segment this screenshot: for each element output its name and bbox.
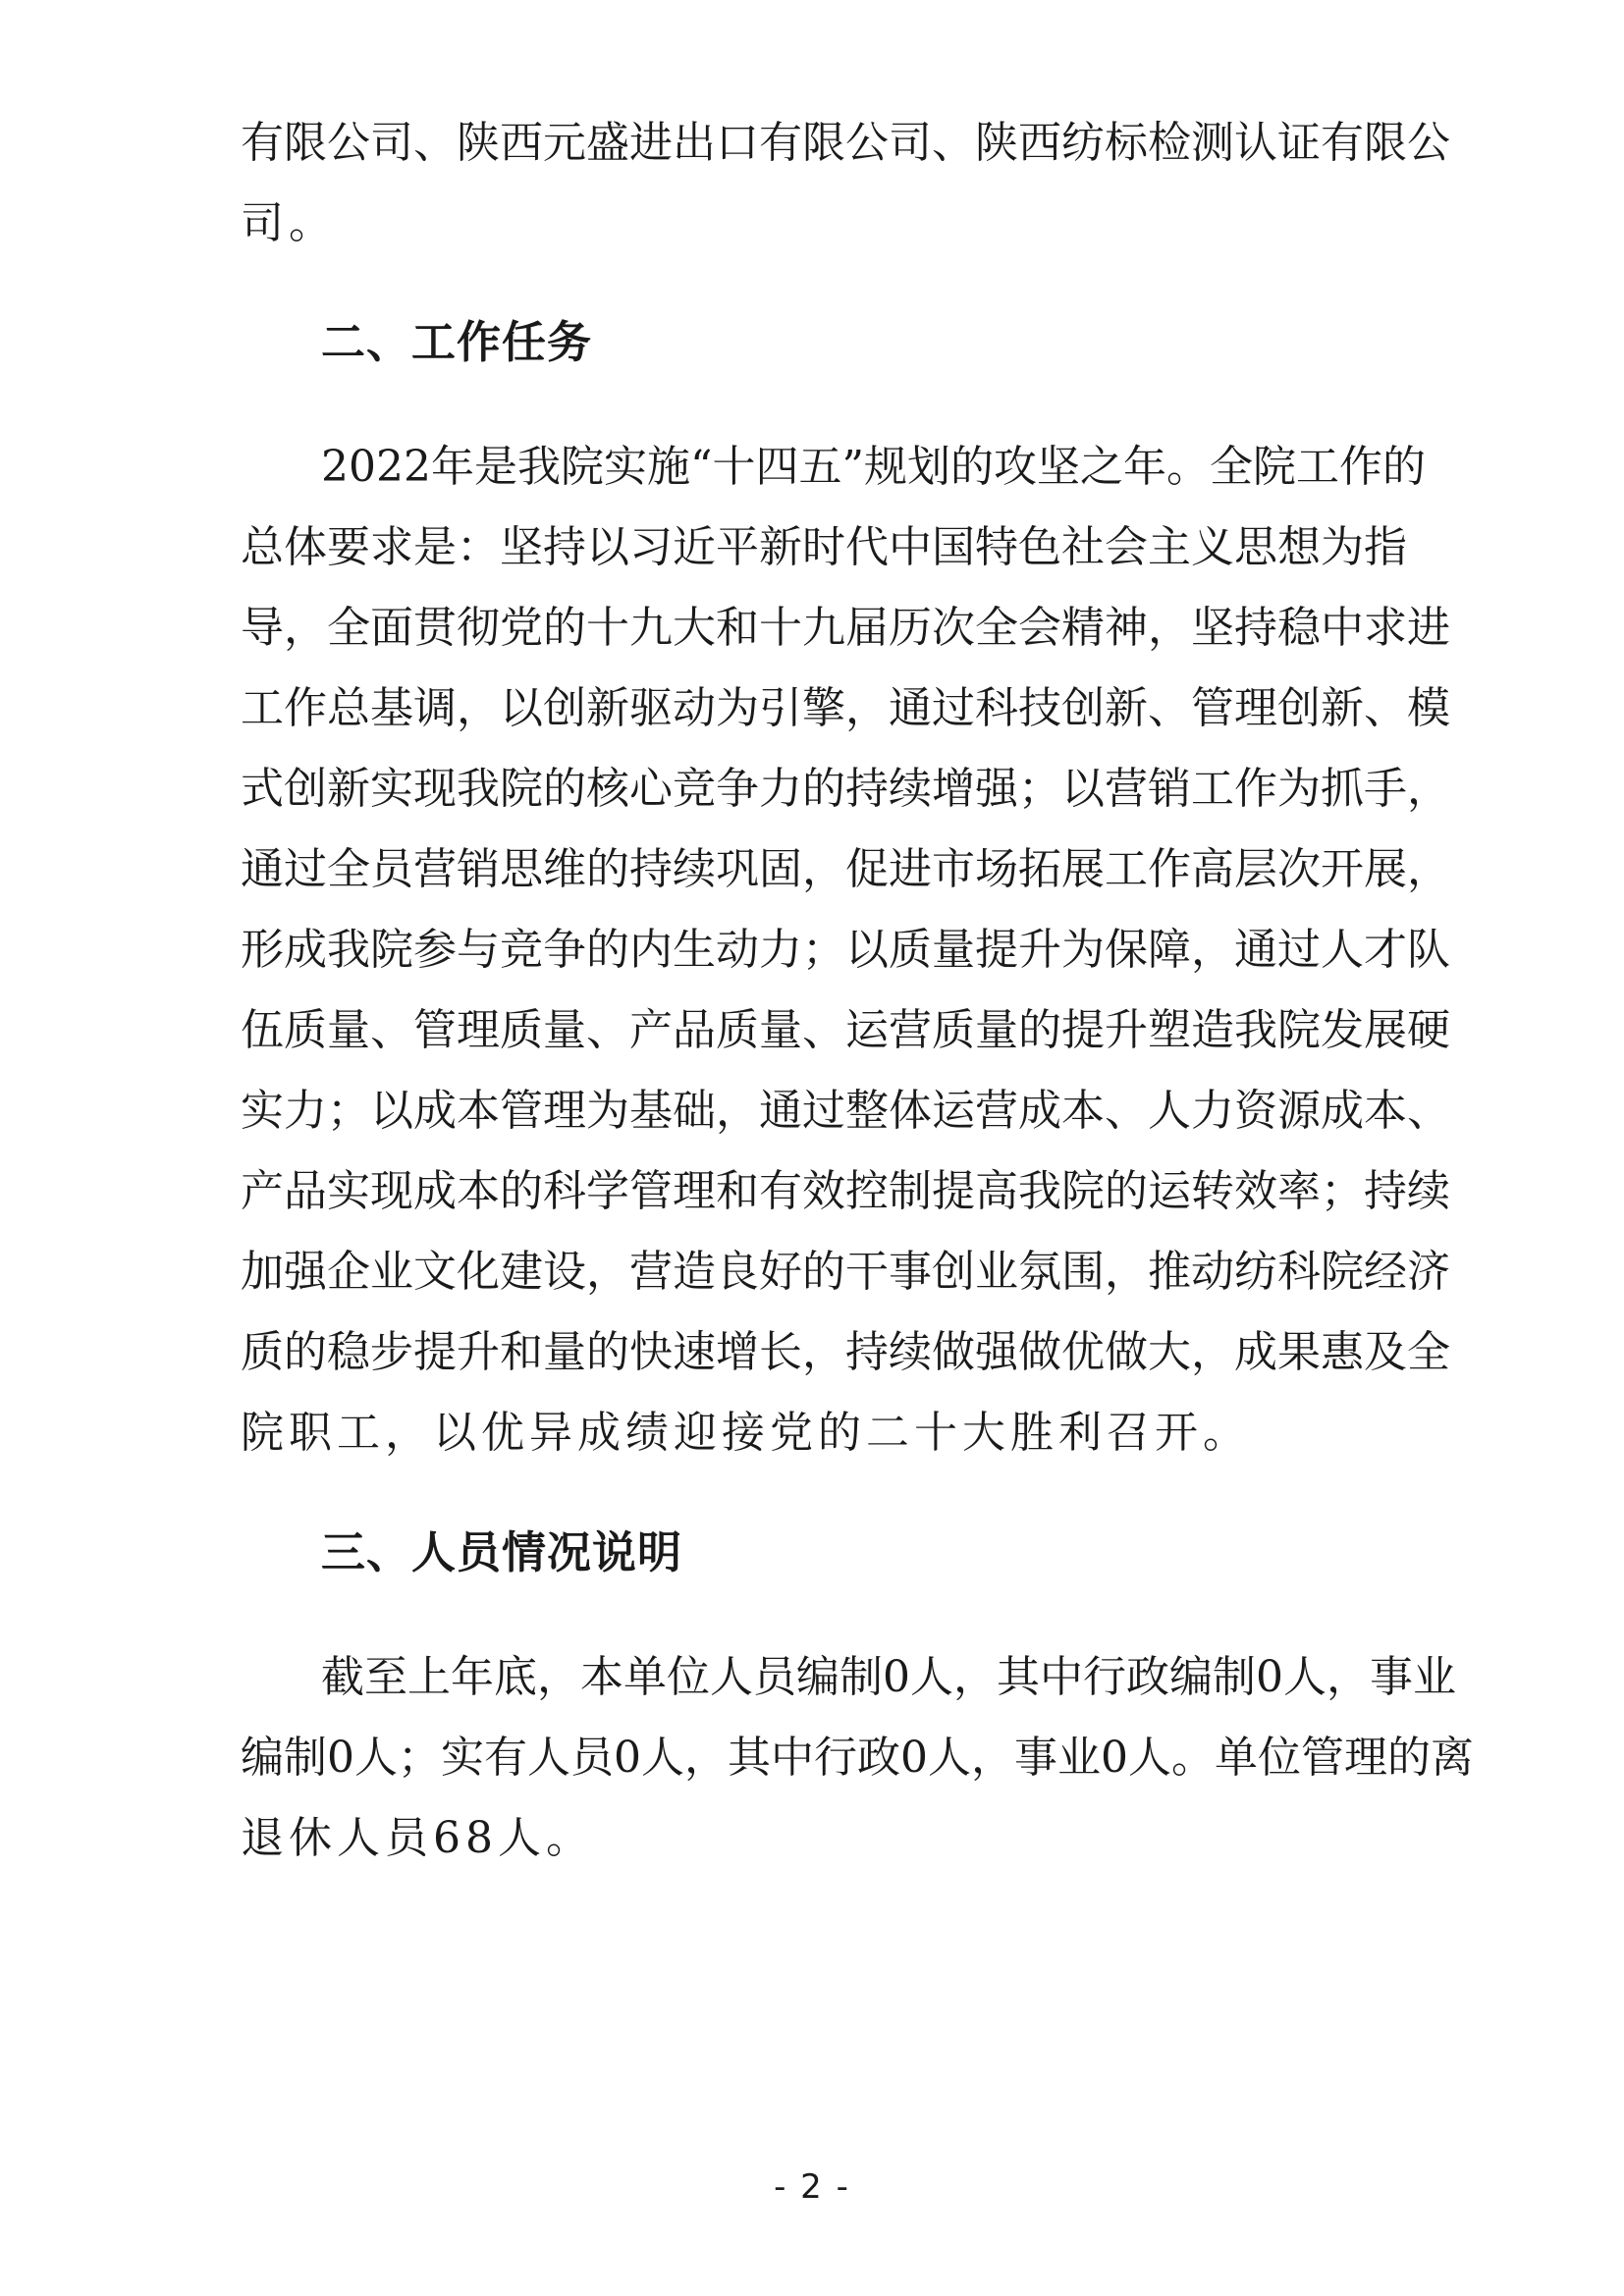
paragraph-line: 有限公司、陕西元盛进出口有限公司、陕西纺标检测认证有限公 [241, 118, 1450, 168]
paragraph-line: 2022年是我院实施“十四五”规划的攻坚之年。全院工作的 [321, 442, 1426, 492]
paragraph-line: 退休人员68人。 [241, 1813, 594, 1863]
paragraph-line: 式创新实现我院的核心竞争力的持续增强；以营销工作为抓手， [241, 764, 1450, 814]
paragraph-line: 院职工，以优异成绩迎接党的二十大胜利召开。 [241, 1408, 1251, 1458]
paragraph-line: 形成我院参与竞争的内生动力；以质量提升为保障，通过人才队 [241, 925, 1450, 975]
paragraph-line: 总体要求是：坚持以习近平新时代中国特色社会主义思想为指 [241, 522, 1407, 572]
paragraph-line: 编制0人；实有人员0人，其中行政0人，事业0人。单位管理的离 [241, 1733, 1474, 1783]
page-number: - 2 - [774, 2167, 850, 2207]
paragraph-line: 质的稳步提升和量的快速增长，持续做强做优做大，成果惠及全 [241, 1327, 1450, 1377]
paragraph-line: 通过全员营销思维的持续巩固，促进市场拓展工作高层次开展， [241, 844, 1450, 894]
paragraph-line: 伍质量、管理质量、产品质量、运营质量的提升塑造我院发展硬 [241, 1005, 1450, 1055]
section-heading-staffing: 三、人员情况说明 [321, 1526, 683, 1578]
paragraph-line: 司。 [241, 198, 337, 248]
paragraph-line: 实力；以成本管理为基础，通过整体运营成本、人力资源成本、 [241, 1086, 1450, 1136]
paragraph-line: 工作总基调，以创新驱动为引擎，通过科技创新、管理创新、模 [241, 683, 1450, 733]
paragraph-line: 截至上年底，本单位人员编制0人，其中行政编制0人，事业 [321, 1652, 1456, 1702]
paragraph-line: 加强企业文化建设，营造良好的干事创业氛围，推动纺科院经济 [241, 1247, 1450, 1297]
paragraph-line: 产品实现成本的科学管理和有效控制提高我院的运转效率；持续 [241, 1166, 1450, 1216]
section-heading-work-tasks: 二、工作任务 [321, 316, 593, 368]
paragraph-line: 导，全面贯彻党的十九大和十九届历次全会精神，坚持稳中求进 [241, 603, 1450, 653]
